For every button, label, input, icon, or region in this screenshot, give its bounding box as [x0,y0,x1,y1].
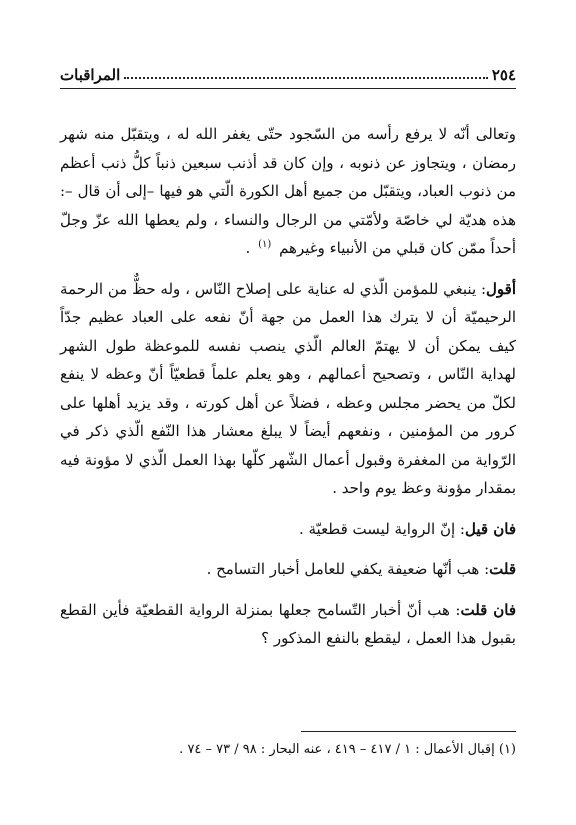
body-text [60,120,516,665]
paragraph-lead: فان قلت [460,600,517,619]
paragraph-text: : إنّ الرواية ليست قطعيّة . [298,519,465,538]
paragraph-end: . [245,239,251,257]
leader-dots [124,77,488,79]
header-rule [60,88,516,89]
paragraph-hadith [60,120,516,263]
paragraph-lead: فان قيل [464,519,516,538]
paragraph-lead: أقول [486,279,516,298]
footnote-reference: (١) [258,239,272,250]
paragraph-text: : هب أنّ أخبار التّسامح جعلها بمنزلة الرواية القطعيّة فأين القطع بقبول هذا العمل ، ليقطع بالنفع المذكور ؟ [60,600,516,647]
page-number: ٢٥٤ [491,66,516,84]
footnote-rule [301,731,516,732]
paragraph-text: : هب أنّها ضعيفة يكفي للعامل أخبار التسامح . [206,560,490,578]
paragraph-text: : ينبغي للمؤمن الّذي له عناية على إصلاح النّاس ، وله حظٌّ من الرحمة الرحيميّة أن لا يترك هذا العمل من جهة أنّ نفعه على العباد عظيم جدّاً كيف يمكن أن لا يهتمّ العالم الّذي ينصب نفسه للموعظة طول الشهر لهداية النّاس ، وتصحيح أعمالهم ، وهو يعلم علماً قطعيّاً أنّ وعظه لا ينفع لكلّ من يحضر مجلس وعظه ، فضلاً عن أهل كورته ، وقد يزيد أهلها على كرور من المؤمنين ، ونفعهم أيضاً لا يبلغ معشار هذا النّفع الّذي ذكر في الرّواية من المغفرة وقبول أعمال الشّهر كلّها بهذا العمل الّذي لا مؤونة فيه بمقدار مؤونة وعظ يوم واحد . [60,279,516,497]
paragraph-reply [60,555,516,584]
running-header [60,60,516,84]
paragraph-lead: قلت [489,560,516,578]
paragraph-second-objection [60,596,516,653]
paragraph-objection [60,515,516,544]
paragraph-commentary [60,275,516,503]
chapter-title: المراقبات [60,66,121,84]
footnote: (١) إقبال الأعمال : ١ / ٤١٧ – ٤١٩ ، عنه البحار : ٩٨ / ٧٣ – ٧٤ . [179,742,516,757]
paragraph-text: وتعالى أنّه لا يرفع رأسه من السّجود حتّى يغفر الله له ، ويتقبّل منه شهر رمضان ، ويتجاوز عن ذنوبه ، وإن كان قد أذنب سبعين ذنباً كلُّ ذنب أعظم من ذنوب العباد، ويتقبّل من جميع أهل الكورة الّتي هو فيها –إلى أن قال –: هذه هديّة لي خاصّة ولأمّتي من الرجال والنساء ، ولم يعطها الله عزّ وجلّ أحداً ممّن كان قبلي من الأنبياء وغيرهم [60,125,516,257]
